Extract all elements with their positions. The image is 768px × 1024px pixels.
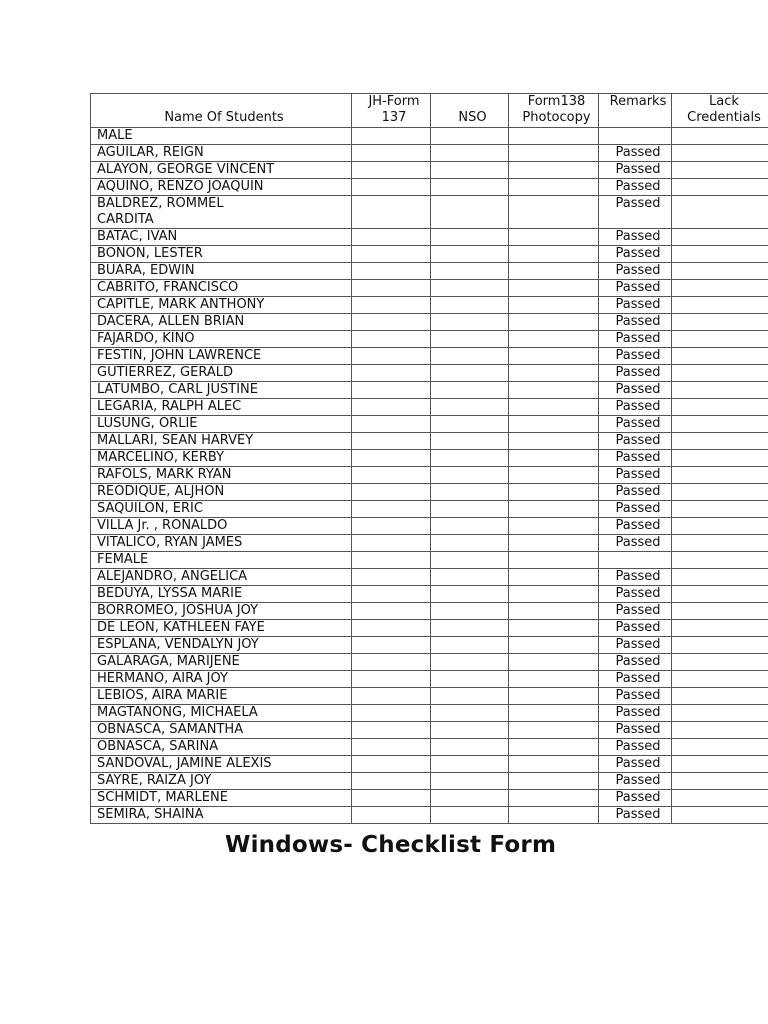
student-rows bbox=[91, 128, 768, 824]
jh-form-cell bbox=[352, 569, 431, 586]
table-row bbox=[91, 484, 768, 501]
nso-cell bbox=[431, 654, 509, 671]
student-name: FAJARDO, KINO bbox=[91, 331, 352, 348]
nso-cell bbox=[431, 348, 509, 365]
lack-credentials-cell bbox=[672, 263, 768, 280]
remarks-cell: Passed bbox=[599, 331, 672, 348]
lack-credentials-cell bbox=[672, 467, 768, 484]
form138-cell bbox=[509, 416, 599, 433]
header-name-of-students: Name Of Students bbox=[91, 94, 352, 128]
student-name: BEDUYA, LYSSA MARIE bbox=[91, 586, 352, 603]
lack-credentials-cell bbox=[672, 246, 768, 263]
form138-cell bbox=[509, 263, 599, 280]
jh-form-cell bbox=[352, 179, 431, 196]
lack-credentials-cell bbox=[672, 722, 768, 739]
remarks-cell: Passed bbox=[599, 773, 672, 790]
form138-cell bbox=[509, 484, 599, 501]
form138-cell bbox=[509, 229, 599, 246]
table-row bbox=[91, 739, 768, 756]
remarks-cell: Passed bbox=[599, 807, 672, 824]
empty-cell bbox=[599, 128, 672, 145]
student-name: AQUINO, RENZO JOAQUIN bbox=[91, 179, 352, 196]
jh-form-cell bbox=[352, 399, 431, 416]
jh-form-cell bbox=[352, 501, 431, 518]
form138-cell bbox=[509, 450, 599, 467]
jh-form-cell bbox=[352, 773, 431, 790]
remarks-cell: Passed bbox=[599, 280, 672, 297]
lack-credentials-cell bbox=[672, 433, 768, 450]
remarks-cell: Passed bbox=[599, 382, 672, 399]
header-jh-form-137: JH-Form 137 bbox=[352, 94, 431, 128]
remarks-cell: Passed bbox=[599, 518, 672, 535]
form138-cell bbox=[509, 399, 599, 416]
empty-cell bbox=[352, 128, 431, 145]
remarks-cell: Passed bbox=[599, 433, 672, 450]
form138-cell bbox=[509, 756, 599, 773]
nso-cell bbox=[431, 722, 509, 739]
header-remarks: Remarks bbox=[599, 94, 672, 128]
student-name: BOÑON, LESTER bbox=[91, 246, 352, 263]
form138-cell bbox=[509, 501, 599, 518]
remarks-cell: Passed bbox=[599, 705, 672, 722]
form138-cell bbox=[509, 196, 599, 229]
nso-cell bbox=[431, 637, 509, 654]
student-name: LUSUNG, ORLIE bbox=[91, 416, 352, 433]
student-name: SEMIRA, SHAINA bbox=[91, 807, 352, 824]
remarks-cell: Passed bbox=[599, 586, 672, 603]
form138-cell bbox=[509, 382, 599, 399]
section-row-male bbox=[91, 128, 768, 145]
nso-cell bbox=[431, 280, 509, 297]
student-name: LEGARIA, RALPH ALEC bbox=[91, 399, 352, 416]
jh-form-cell bbox=[352, 586, 431, 603]
form138-cell bbox=[509, 722, 599, 739]
lack-credentials-cell bbox=[672, 654, 768, 671]
table-row bbox=[91, 637, 768, 654]
table-row bbox=[91, 433, 768, 450]
student-name: BATAC, IVAN bbox=[91, 229, 352, 246]
nso-cell bbox=[431, 382, 509, 399]
table-row bbox=[91, 365, 768, 382]
table-row bbox=[91, 501, 768, 518]
nso-cell bbox=[431, 535, 509, 552]
table-row bbox=[91, 179, 768, 196]
nso-cell bbox=[431, 586, 509, 603]
jh-form-cell bbox=[352, 314, 431, 331]
lack-credentials-cell bbox=[672, 535, 768, 552]
jh-form-cell bbox=[352, 807, 431, 824]
section-label: FEMALE bbox=[91, 552, 352, 569]
nso-cell bbox=[431, 671, 509, 688]
jh-form-cell bbox=[352, 246, 431, 263]
lack-credentials-cell bbox=[672, 145, 768, 162]
lack-credentials-cell bbox=[672, 229, 768, 246]
table-row bbox=[91, 280, 768, 297]
form138-cell bbox=[509, 280, 599, 297]
form138-cell bbox=[509, 433, 599, 450]
table-row bbox=[91, 314, 768, 331]
section-row-female bbox=[91, 552, 768, 569]
nso-cell bbox=[431, 705, 509, 722]
table-row bbox=[91, 586, 768, 603]
table-row bbox=[91, 620, 768, 637]
jh-form-cell bbox=[352, 654, 431, 671]
jh-form-cell bbox=[352, 196, 431, 229]
jh-form-cell bbox=[352, 433, 431, 450]
student-name: GUTIERREZ, GERALD bbox=[91, 365, 352, 382]
remarks-cell: Passed bbox=[599, 501, 672, 518]
nso-cell bbox=[431, 739, 509, 756]
student-name: BUARA, EDWIN bbox=[91, 263, 352, 280]
form138-cell bbox=[509, 314, 599, 331]
jh-form-cell bbox=[352, 688, 431, 705]
table-row bbox=[91, 145, 768, 162]
nso-cell bbox=[431, 501, 509, 518]
lack-credentials-cell bbox=[672, 586, 768, 603]
jh-form-cell bbox=[352, 348, 431, 365]
nso-cell bbox=[431, 688, 509, 705]
jh-form-cell bbox=[352, 229, 431, 246]
form138-cell bbox=[509, 654, 599, 671]
form138-cell bbox=[509, 620, 599, 637]
table-row bbox=[91, 263, 768, 280]
form138-cell bbox=[509, 705, 599, 722]
form138-cell bbox=[509, 297, 599, 314]
lack-credentials-cell bbox=[672, 297, 768, 314]
remarks-cell: Passed bbox=[599, 297, 672, 314]
table-row bbox=[91, 535, 768, 552]
remarks-cell: Passed bbox=[599, 314, 672, 331]
jh-form-cell bbox=[352, 382, 431, 399]
lack-credentials-cell bbox=[672, 331, 768, 348]
header-nso: NSO bbox=[431, 94, 509, 128]
nso-cell bbox=[431, 331, 509, 348]
nso-cell bbox=[431, 399, 509, 416]
remarks-cell: Passed bbox=[599, 145, 672, 162]
jh-form-cell bbox=[352, 365, 431, 382]
lack-credentials-cell bbox=[672, 314, 768, 331]
remarks-cell: Passed bbox=[599, 569, 672, 586]
jh-form-cell bbox=[352, 484, 431, 501]
nso-cell bbox=[431, 365, 509, 382]
table-row bbox=[91, 196, 768, 229]
remarks-cell: Passed bbox=[599, 739, 672, 756]
header-lack-credentials: Lack Credentials bbox=[672, 94, 768, 128]
table-row bbox=[91, 773, 768, 790]
jh-form-cell bbox=[352, 467, 431, 484]
jh-form-cell bbox=[352, 790, 431, 807]
table-row bbox=[91, 807, 768, 824]
form138-cell bbox=[509, 569, 599, 586]
nso-cell bbox=[431, 433, 509, 450]
table-row bbox=[91, 671, 768, 688]
remarks-cell: Passed bbox=[599, 467, 672, 484]
table-row bbox=[91, 518, 768, 535]
nso-cell bbox=[431, 179, 509, 196]
jh-form-cell bbox=[352, 331, 431, 348]
nso-cell bbox=[431, 620, 509, 637]
empty-cell bbox=[509, 552, 599, 569]
table-row bbox=[91, 603, 768, 620]
jh-form-cell bbox=[352, 620, 431, 637]
lack-credentials-cell bbox=[672, 756, 768, 773]
jh-form-cell bbox=[352, 416, 431, 433]
lack-credentials-cell bbox=[672, 162, 768, 179]
table-row bbox=[91, 162, 768, 179]
nso-cell bbox=[431, 484, 509, 501]
student-name: SAYRE, RAIZA JOY bbox=[91, 773, 352, 790]
lack-credentials-cell bbox=[672, 688, 768, 705]
jh-form-cell bbox=[352, 603, 431, 620]
jh-form-cell bbox=[352, 535, 431, 552]
lack-credentials-cell bbox=[672, 637, 768, 654]
lack-credentials-cell bbox=[672, 365, 768, 382]
form138-cell bbox=[509, 807, 599, 824]
student-name: REODIQUE, ALJHON bbox=[91, 484, 352, 501]
nso-cell bbox=[431, 263, 509, 280]
remarks-cell: Passed bbox=[599, 756, 672, 773]
empty-cell bbox=[509, 128, 599, 145]
jh-form-cell bbox=[352, 145, 431, 162]
table-row bbox=[91, 348, 768, 365]
lack-credentials-cell bbox=[672, 603, 768, 620]
jh-form-cell bbox=[352, 450, 431, 467]
remarks-cell: Passed bbox=[599, 671, 672, 688]
form138-cell bbox=[509, 603, 599, 620]
lack-credentials-cell bbox=[672, 416, 768, 433]
student-name: ALAYON, GEORGE VINCENT bbox=[91, 162, 352, 179]
form138-cell bbox=[509, 790, 599, 807]
table-row bbox=[91, 790, 768, 807]
student-name: RAFOLS, MARK RYAN bbox=[91, 467, 352, 484]
remarks-cell: Passed bbox=[599, 196, 672, 229]
student-name: LEBIOS, AIRA MARIE bbox=[91, 688, 352, 705]
table-row bbox=[91, 382, 768, 399]
remarks-cell: Passed bbox=[599, 620, 672, 637]
lack-credentials-cell bbox=[672, 807, 768, 824]
form138-cell bbox=[509, 535, 599, 552]
lack-credentials-cell bbox=[672, 280, 768, 297]
form138-cell bbox=[509, 331, 599, 348]
student-name: ALEJANDRO, ANGELICA bbox=[91, 569, 352, 586]
checklist-table bbox=[90, 93, 768, 824]
remarks-cell: Passed bbox=[599, 688, 672, 705]
nso-cell bbox=[431, 569, 509, 586]
student-name: VITALICO, RYAN JAMES bbox=[91, 535, 352, 552]
lack-credentials-cell bbox=[672, 450, 768, 467]
jh-form-cell bbox=[352, 263, 431, 280]
form138-cell bbox=[509, 467, 599, 484]
form138-cell bbox=[509, 739, 599, 756]
remarks-cell: Passed bbox=[599, 450, 672, 467]
student-name: VILLA Jr. , RONALDO bbox=[91, 518, 352, 535]
form138-cell bbox=[509, 637, 599, 654]
empty-cell bbox=[431, 128, 509, 145]
lack-credentials-cell bbox=[672, 620, 768, 637]
lack-credentials-cell bbox=[672, 382, 768, 399]
table-row bbox=[91, 467, 768, 484]
lack-credentials-cell bbox=[672, 569, 768, 586]
lack-credentials-cell bbox=[672, 484, 768, 501]
student-name: LATUMBO, CARL JUSTINE bbox=[91, 382, 352, 399]
remarks-cell: Passed bbox=[599, 790, 672, 807]
lack-credentials-cell bbox=[672, 790, 768, 807]
student-name: DACERA, ALLEN BRIAN bbox=[91, 314, 352, 331]
remarks-cell: Passed bbox=[599, 348, 672, 365]
jh-form-cell bbox=[352, 518, 431, 535]
nso-cell bbox=[431, 416, 509, 433]
remarks-cell: Passed bbox=[599, 246, 672, 263]
nso-cell bbox=[431, 450, 509, 467]
remarks-cell: Passed bbox=[599, 365, 672, 382]
lack-credentials-cell bbox=[672, 518, 768, 535]
nso-cell bbox=[431, 246, 509, 263]
remarks-cell: Passed bbox=[599, 399, 672, 416]
remarks-cell: Passed bbox=[599, 162, 672, 179]
remarks-cell: Passed bbox=[599, 654, 672, 671]
table-row bbox=[91, 399, 768, 416]
student-name: GALARAGA, MARIJENE bbox=[91, 654, 352, 671]
student-name: MALLARI, SEAN HARVEY bbox=[91, 433, 352, 450]
table-row bbox=[91, 450, 768, 467]
table-row bbox=[91, 229, 768, 246]
nso-cell bbox=[431, 196, 509, 229]
nso-cell bbox=[431, 603, 509, 620]
table-row bbox=[91, 705, 768, 722]
nso-cell bbox=[431, 314, 509, 331]
remarks-cell: Passed bbox=[599, 603, 672, 620]
nso-cell bbox=[431, 518, 509, 535]
table-row bbox=[91, 416, 768, 433]
empty-cell bbox=[672, 552, 768, 569]
nso-cell bbox=[431, 297, 509, 314]
student-name: FESTIN, JOHN LAWRENCE bbox=[91, 348, 352, 365]
student-name: AGUILAR, REIGN bbox=[91, 145, 352, 162]
page-title: Windows- Checklist Form bbox=[225, 832, 557, 858]
nso-cell bbox=[431, 790, 509, 807]
jh-form-cell bbox=[352, 637, 431, 654]
remarks-cell: Passed bbox=[599, 637, 672, 654]
lack-credentials-cell bbox=[672, 739, 768, 756]
table-row bbox=[91, 722, 768, 739]
remarks-cell: Passed bbox=[599, 179, 672, 196]
remarks-cell: Passed bbox=[599, 535, 672, 552]
remarks-cell: Passed bbox=[599, 416, 672, 433]
lack-credentials-cell bbox=[672, 705, 768, 722]
jh-form-cell bbox=[352, 297, 431, 314]
student-name: CABRITO, FRANCISCO bbox=[91, 280, 352, 297]
header-row bbox=[91, 94, 768, 128]
lack-credentials-cell bbox=[672, 399, 768, 416]
empty-cell bbox=[672, 128, 768, 145]
section-label: MALE bbox=[91, 128, 352, 145]
form138-cell bbox=[509, 365, 599, 382]
jh-form-cell bbox=[352, 739, 431, 756]
jh-form-cell bbox=[352, 162, 431, 179]
table-row bbox=[91, 569, 768, 586]
student-name: SCHMIDT, MARLENE bbox=[91, 790, 352, 807]
student-name: MARCELINO, KERBY bbox=[91, 450, 352, 467]
jh-form-cell bbox=[352, 280, 431, 297]
nso-cell bbox=[431, 229, 509, 246]
lack-credentials-cell bbox=[672, 671, 768, 688]
nso-cell bbox=[431, 756, 509, 773]
student-name: BALDREZ, ROMMEL CARDITA bbox=[91, 196, 352, 229]
nso-cell bbox=[431, 467, 509, 484]
student-name: DE LEON, KATHLEEN FAYE bbox=[91, 620, 352, 637]
form138-cell bbox=[509, 773, 599, 790]
remarks-cell: Passed bbox=[599, 263, 672, 280]
remarks-cell: Passed bbox=[599, 484, 672, 501]
student-name: ESPLANA, VENDALYN JOY bbox=[91, 637, 352, 654]
student-name: HERMANO, AIRA JOY bbox=[91, 671, 352, 688]
lack-credentials-cell bbox=[672, 179, 768, 196]
form138-cell bbox=[509, 145, 599, 162]
remarks-cell: Passed bbox=[599, 722, 672, 739]
table-row bbox=[91, 331, 768, 348]
form138-cell bbox=[509, 671, 599, 688]
jh-form-cell bbox=[352, 705, 431, 722]
student-name: OBNASCA, SAMANTHA bbox=[91, 722, 352, 739]
student-name: MAGTANONG, MICHAELA bbox=[91, 705, 352, 722]
student-name: OBNASCA, SARINA bbox=[91, 739, 352, 756]
nso-cell bbox=[431, 162, 509, 179]
student-name: BORROMEO, JOSHUA JOY bbox=[91, 603, 352, 620]
lack-credentials-cell bbox=[672, 501, 768, 518]
student-name: CAPITLE, MARK ANTHONY bbox=[91, 297, 352, 314]
student-name: SANDOVAL, JAMINE ALEXIS bbox=[91, 756, 352, 773]
form138-cell bbox=[509, 518, 599, 535]
empty-cell bbox=[431, 552, 509, 569]
jh-form-cell bbox=[352, 722, 431, 739]
table-row bbox=[91, 297, 768, 314]
table-row bbox=[91, 688, 768, 705]
jh-form-cell bbox=[352, 756, 431, 773]
nso-cell bbox=[431, 773, 509, 790]
table-row bbox=[91, 246, 768, 263]
empty-cell bbox=[599, 552, 672, 569]
form138-cell bbox=[509, 348, 599, 365]
form138-cell bbox=[509, 179, 599, 196]
form138-cell bbox=[509, 162, 599, 179]
lack-credentials-cell bbox=[672, 773, 768, 790]
form138-cell bbox=[509, 688, 599, 705]
form138-cell bbox=[509, 586, 599, 603]
table-row bbox=[91, 756, 768, 773]
lack-credentials-cell bbox=[672, 348, 768, 365]
student-name: SAQUILON, ERIC bbox=[91, 501, 352, 518]
jh-form-cell bbox=[352, 671, 431, 688]
remarks-cell: Passed bbox=[599, 229, 672, 246]
lack-credentials-cell bbox=[672, 196, 768, 229]
nso-cell bbox=[431, 145, 509, 162]
header-form138-photocopy: Form138 Photocopy bbox=[509, 94, 599, 128]
table-row bbox=[91, 654, 768, 671]
nso-cell bbox=[431, 807, 509, 824]
empty-cell bbox=[352, 552, 431, 569]
form138-cell bbox=[509, 246, 599, 263]
